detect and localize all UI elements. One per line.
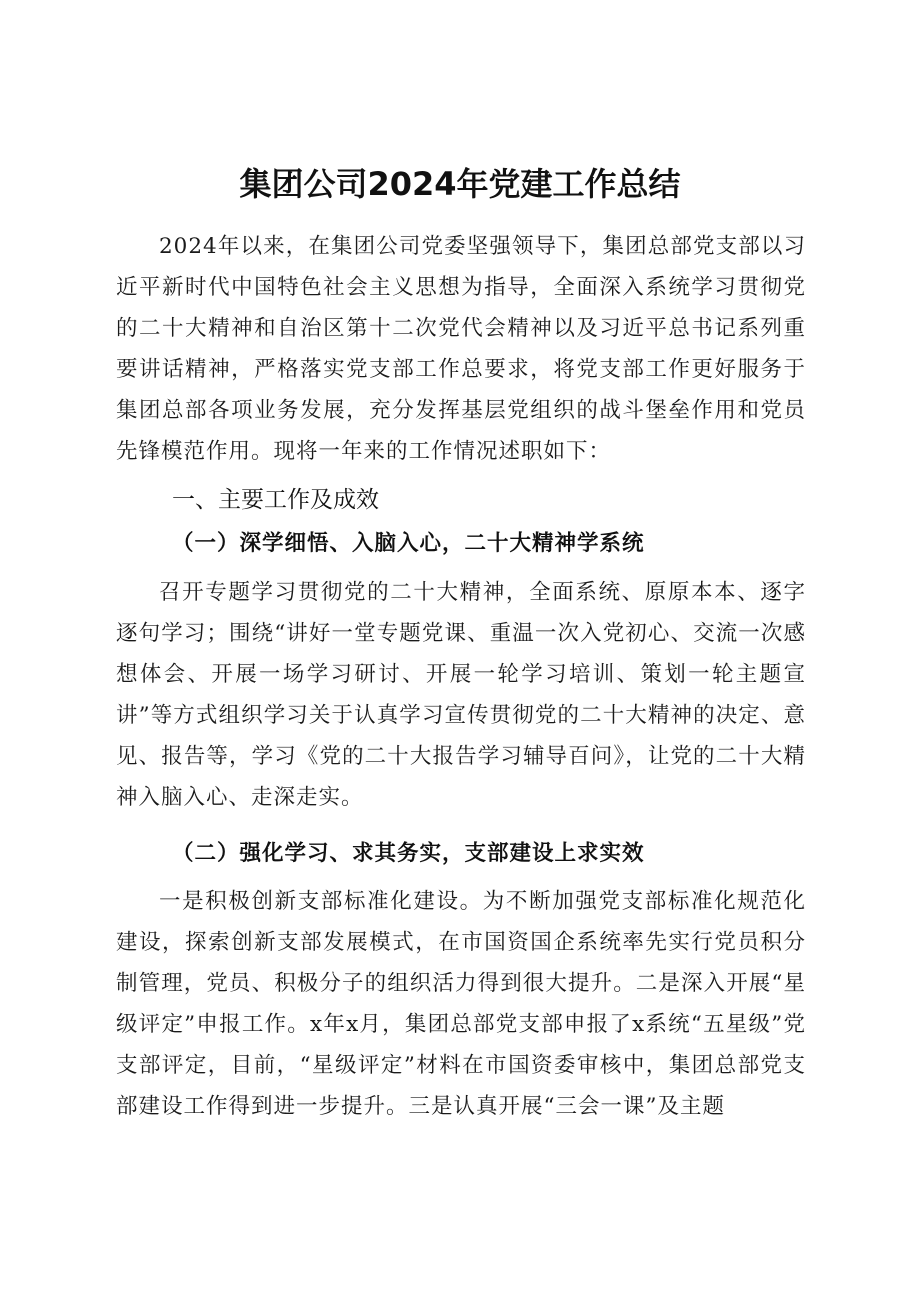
intro-paragraph: 2024年以来，在集团公司党委坚强领导下，集团总部党支部以习近平新时代中国特色社会主义思想为指导，全面深入系统学习贯彻党的二十大精神和自治区第十二次党代会精神以及习近平总书记系列重要讲话精神，严格落实党支部工作总要求，将党支部工作更好服务于集团总部各项业务发展，充分发挥基层党组织的战斗堡垒作用和党员先锋模范作用。现将一年来的工作情况述职如下：: [116, 234, 806, 464]
subsection-body-branch-building: 一是积极创新支部标准化建设。为不断加强党支部标准化规范化建设，探索创新支部发展模式，在市国资国企系统率先实行党员积分制管理，党员、积极分子的组织活力得到很大提升。二是深入开展“星级评定”申报工作。x年x月，集团总部党支部申报了x系统“五星级”党支部评定，目前，“星级评定”材料在市国资委审核中，集团总部党支部建设工作得到进一步提升。三是认真开展“三会一课”及主题: [116, 889, 806, 1119]
subsection-heading-branch-building: （二）强化学习、求其务实，支部建设上求实效: [172, 841, 645, 866]
subsection-heading-study: （一）深学细悟、入脑入心，二十大精神学系统: [172, 531, 645, 556]
document-title: 集团公司2024年党建工作总结: [239, 165, 681, 203]
subsection-body-study: 召开专题学习贯彻党的二十大精神，全面系统、原原本本、逐字逐句学习；围绕“讲好一堂专题党课、重温一次入党初心、交流一次感想体会、开展一场学习研讨、开展一轮学习培训、策划一轮主题宣讲”等方式组织学习关于认真学习宣传贯彻党的二十大精神的决定、意见、报告等，学习《党的二十大报告学习辅导百问》，让党的二十大精神入脑入心、走深走实。: [116, 580, 806, 810]
section-heading-main-work: 一、主要工作及成效: [172, 487, 379, 513]
